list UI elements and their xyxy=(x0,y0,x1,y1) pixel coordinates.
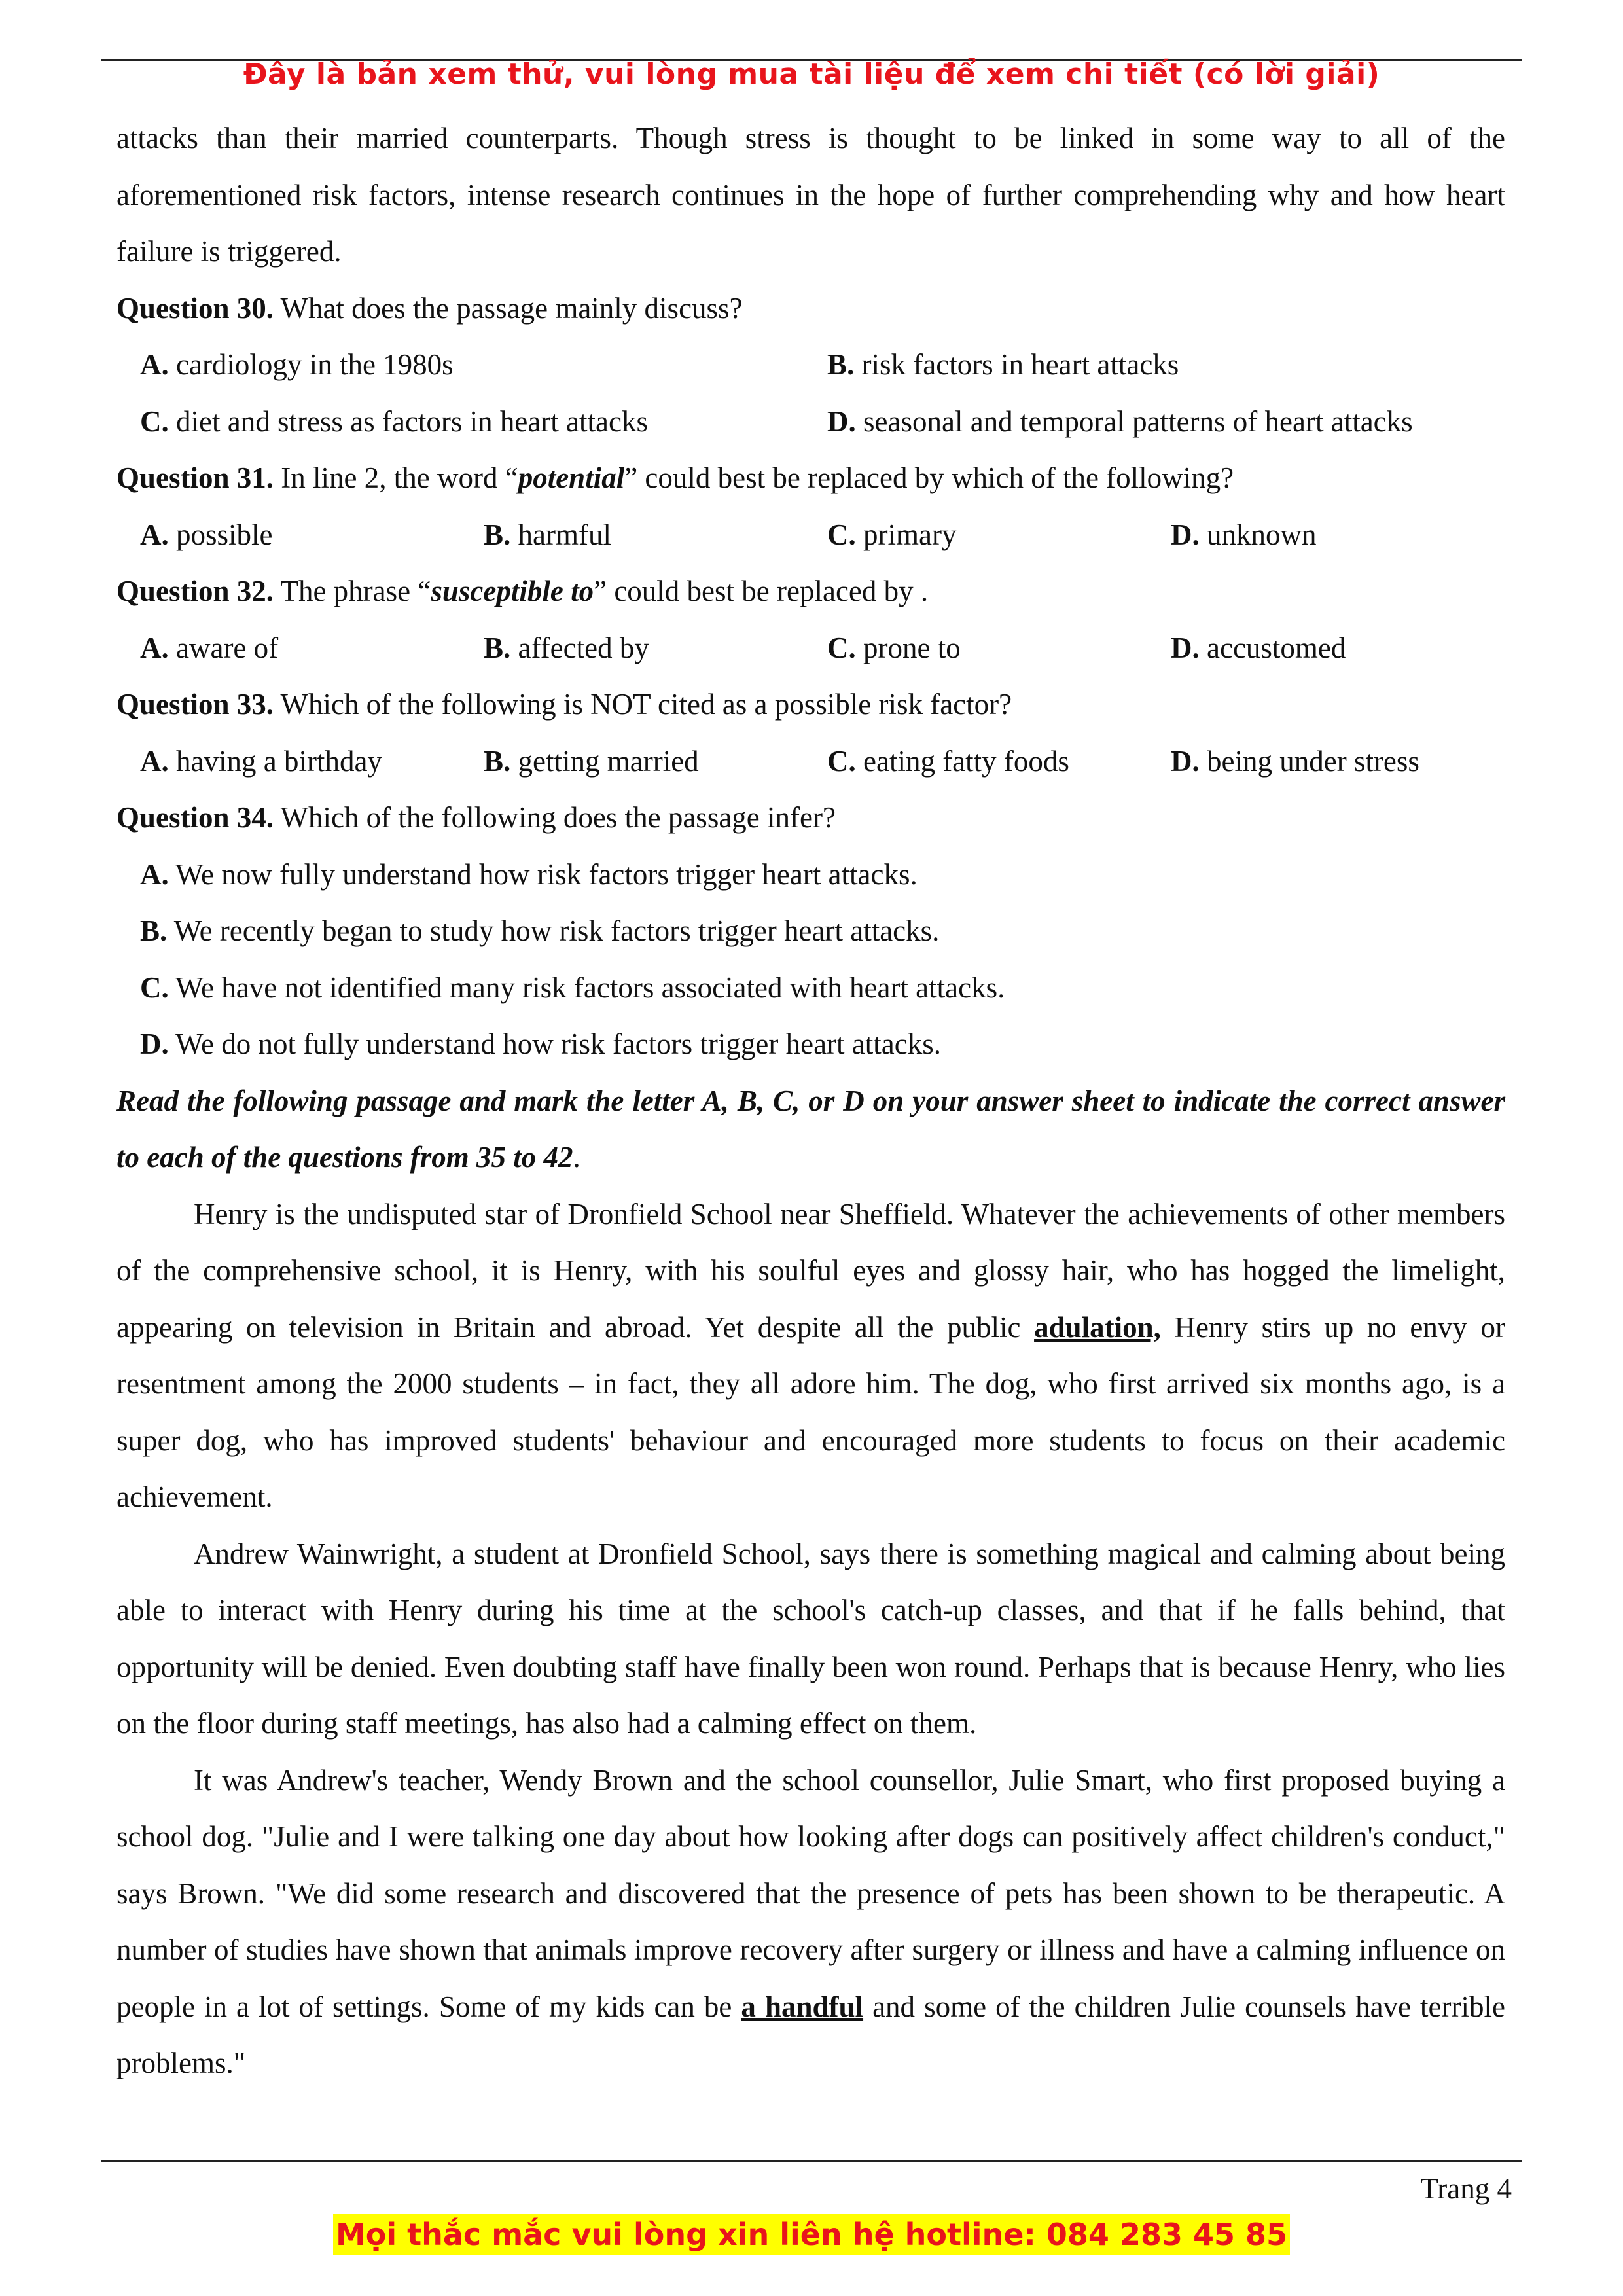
question-label: Question 33. xyxy=(116,688,274,721)
option-text: We now fully understand how risk factors trigger heart attacks. xyxy=(168,857,918,891)
question-label: Question 32. xyxy=(116,575,274,607)
option-letter: A. xyxy=(140,631,169,664)
option-letter: C. xyxy=(827,518,856,551)
question-text: What does the passage mainly discuss? xyxy=(274,291,743,325)
option-a xyxy=(140,336,827,393)
instruction-period: . xyxy=(573,1141,580,1174)
page-number: Trang 4 xyxy=(1420,2172,1512,2205)
option-c xyxy=(827,507,1171,564)
option-text: We recently began to study how risk factors trigger heart attacks. xyxy=(167,914,940,947)
option-letter: B. xyxy=(484,744,511,778)
underlined-keyword: adulation, xyxy=(1034,1310,1161,1344)
question-31-options xyxy=(116,507,1505,564)
intro-paragraph: attacks than their married counterparts. Though stress is thought to be linked in some way to all of the aforementioned risk factors, intense research continues in the hope of further comprehending why and how heart failure is triggered. xyxy=(116,122,1505,268)
question-label: Question 34. xyxy=(116,801,274,834)
passage-paragraph-2: Andrew Wainwright, a student at Dronfield School, says there is something magical and calming about being able to interact with Henry during his time at the school's catch-up classes, and that if he falls behind, that opportunity will be denied. Even doubting staff have finally been won round. Perhaps that is because Henry, who lies on the floor during staff meetings, has also had a calming effect on them. xyxy=(116,1537,1505,1740)
question-text: The phrase “ xyxy=(274,575,431,607)
option-text: risk factors in heart attacks xyxy=(854,348,1179,381)
passage-text: It was Andrew's teacher, Wendy Brown and the school counsellor, Julie Smart, who first proposed buying a school dog. "Julie and I were talking one day about how looking after dogs can positively affect children's conduct," says Brown. "We did some research and discovered that the presence of pets has been shown to be therapeutic. A number of studies have shown that animals improve recovery after surgery or illness and have a calming influence on people in a lot of settings. Some of my kids can be xyxy=(116,1763,1505,2023)
question-32-options xyxy=(116,620,1505,677)
option-text: cardiology in the 1980s xyxy=(168,348,454,381)
footer-rule xyxy=(101,2160,1522,2162)
question-33 xyxy=(116,676,1505,733)
question-label: Question 30. xyxy=(116,291,274,325)
option-b xyxy=(484,620,827,677)
question-32 xyxy=(116,563,1505,620)
passage-text: Henry stirs up no envy or resentment among the 2000 students – in fact, they all adore him. The dog, who first arrived six months ago, is a super dog, who has improved students' behaviour and encouraged more students to focus on their academic achievement. xyxy=(116,1310,1505,1513)
question-keyword: potential xyxy=(518,461,625,494)
option-b xyxy=(484,733,827,790)
option-text: getting married xyxy=(510,744,699,778)
question-30 xyxy=(116,280,1505,337)
passage-text: and some of the children Julie counsels have terrible problems." xyxy=(116,1990,1505,2079)
option-letter: A. xyxy=(140,857,169,891)
option-a xyxy=(140,507,484,564)
option-b xyxy=(140,903,1505,960)
underlined-keyword: a handful xyxy=(741,1990,864,2023)
option-d xyxy=(1171,733,1529,790)
question-text: In line 2, the word “ xyxy=(274,461,518,494)
option-d xyxy=(140,1016,1505,1073)
option-a xyxy=(140,846,1505,903)
option-letter: B. xyxy=(484,631,511,664)
option-text: We do not fully understand how risk factors trigger heart attacks. xyxy=(168,1028,941,1060)
option-letter: C. xyxy=(827,744,856,778)
option-text: eating fatty foods xyxy=(855,744,1069,778)
option-text: accustomed xyxy=(1199,631,1346,664)
option-text: possible xyxy=(168,518,273,551)
question-keyword: susceptible to xyxy=(431,575,594,607)
option-letter: C. xyxy=(827,631,856,664)
option-text: having a birthday xyxy=(168,744,382,778)
option-b xyxy=(827,336,1529,393)
question-text: Which of the following is NOT cited as a possible risk factor? xyxy=(274,688,1012,721)
option-c xyxy=(140,960,1505,1016)
passage-text: Henry is the undisputed star of Dronfield School near Sheffield. Whatever the achievements of other members of the comprehensive school, it is Henry, with his soulful eyes and glossy hair, who has hogged the limelight, appearing on television in Britain and abroad. Yet despite all the public xyxy=(116,1197,1505,1344)
option-d xyxy=(1171,507,1529,564)
option-letter: A. xyxy=(140,348,169,381)
question-text: ” could best be replaced by which of the following? xyxy=(624,461,1234,494)
question-text: Which of the following does the passage infer? xyxy=(274,801,836,834)
option-c xyxy=(827,733,1171,790)
passage-paragraph-1 xyxy=(116,1186,1505,1526)
question-31 xyxy=(116,450,1505,507)
option-text: affected by xyxy=(510,631,649,664)
option-letter: A. xyxy=(140,744,169,778)
question-34 xyxy=(116,789,1505,846)
option-letter: A. xyxy=(140,518,169,551)
option-text: harmful xyxy=(510,518,611,551)
question-label: Question 31. xyxy=(116,461,274,494)
option-text: seasonal and temporal patterns of heart attacks xyxy=(855,404,1413,438)
page-content xyxy=(116,110,1505,2092)
option-text: prone to xyxy=(855,631,961,664)
option-c xyxy=(827,620,1171,677)
option-text: being under stress xyxy=(1199,744,1419,778)
option-c xyxy=(140,393,827,450)
option-text: diet and stress as factors in heart attacks xyxy=(168,404,648,438)
option-d xyxy=(1171,620,1529,677)
question-30-options xyxy=(116,336,1505,450)
hotline-banner xyxy=(0,2214,1623,2255)
preview-banner: Đây là bản xem thử, vui lòng mua tài liệu để xem chi tiết (có lời giải) xyxy=(243,58,1380,91)
option-a xyxy=(140,620,484,677)
option-letter: D. xyxy=(140,1028,169,1060)
option-letter: D. xyxy=(827,404,856,438)
option-text: aware of xyxy=(168,631,279,664)
question-text: ” could best be replaced by . xyxy=(594,575,929,607)
option-letter: D. xyxy=(1171,744,1200,778)
option-letter: C. xyxy=(140,404,169,438)
option-letter: B. xyxy=(827,348,855,381)
instruction-text: Read the following passage and mark the letter A, B, C, or D on your answer sheet to indicate the correct answer to each of the questions from 35 to 42 xyxy=(116,1084,1505,1174)
option-d xyxy=(827,393,1529,450)
option-a xyxy=(140,733,484,790)
passage-paragraph-3 xyxy=(116,1752,1505,2092)
section-instruction xyxy=(116,1073,1505,1186)
option-letter: B. xyxy=(484,518,511,551)
question-33-options xyxy=(116,733,1505,790)
option-text: We have not identified many risk factors associated with heart attacks. xyxy=(168,971,1005,1004)
option-text: unknown xyxy=(1199,518,1317,551)
option-letter: D. xyxy=(1171,631,1200,664)
hotline-text: Mọi thắc mắc vui lòng xin liên hệ hotline: 084 283 45 85 xyxy=(333,2214,1290,2255)
option-letter: B. xyxy=(140,914,168,947)
option-text: primary xyxy=(855,518,957,551)
option-letter: C. xyxy=(140,971,169,1004)
question-34-options xyxy=(116,846,1505,1073)
option-letter: D. xyxy=(1171,518,1200,551)
option-b xyxy=(484,507,827,564)
